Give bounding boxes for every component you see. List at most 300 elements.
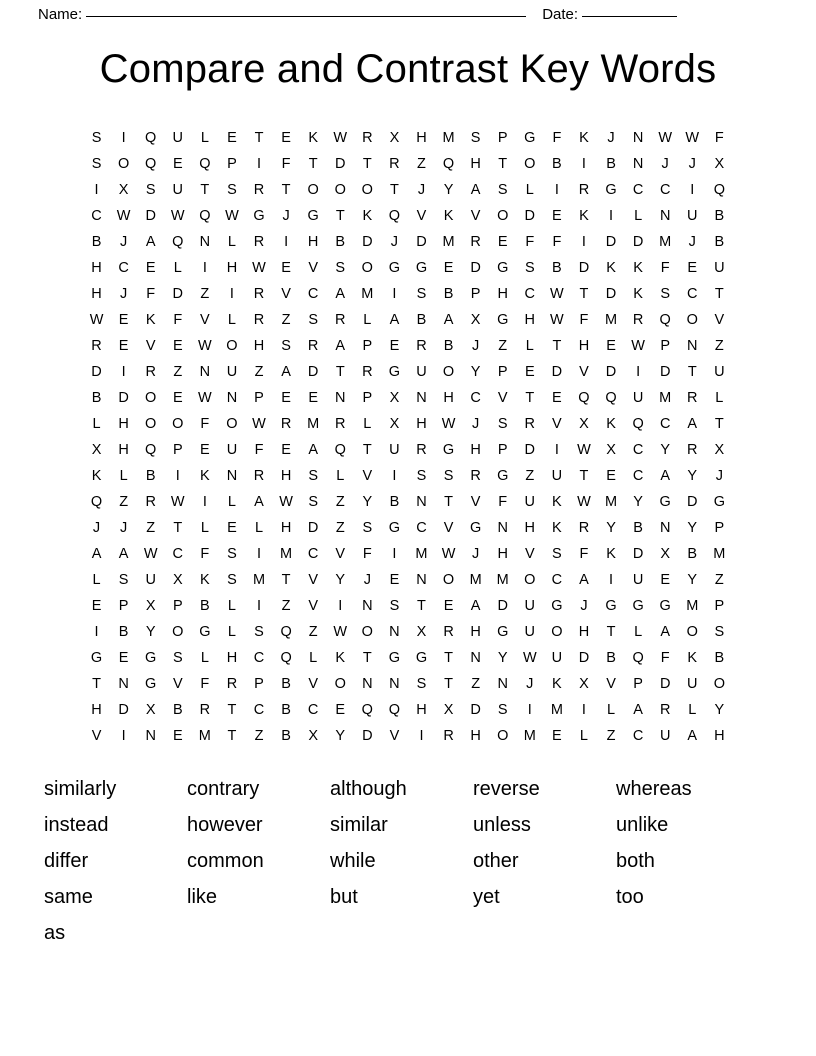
grid-cell: O xyxy=(497,728,509,744)
word-search-grid xyxy=(83,125,733,749)
grid-cell: Z xyxy=(471,676,481,692)
grid-cell: G xyxy=(442,442,455,458)
grid-row xyxy=(83,541,733,567)
grid-cell: C xyxy=(253,702,265,718)
grid-cell: Q xyxy=(172,234,184,250)
grid-cell: K xyxy=(579,208,589,224)
grid-cell: L xyxy=(227,494,236,510)
grid-cell: W xyxy=(279,494,293,510)
grid-cell: S xyxy=(362,520,373,536)
grid-cell: R xyxy=(659,702,671,718)
grid-cell: B xyxy=(172,702,183,718)
grid-cell: L xyxy=(634,624,643,640)
grid-cell: R xyxy=(253,312,265,328)
grid-cell: Q xyxy=(145,156,157,172)
grid-cell: E xyxy=(172,728,183,744)
grid-cell: K xyxy=(308,130,318,146)
grid-cell: R xyxy=(687,442,698,458)
grid-cell: T xyxy=(308,156,318,172)
grid-cell: X xyxy=(389,130,400,146)
grid-cell: H xyxy=(118,416,129,432)
grid-cell: H xyxy=(497,286,508,302)
grid-cell: I xyxy=(690,182,695,198)
grid-cell: O xyxy=(226,338,238,354)
grid-cell: W xyxy=(170,208,185,224)
grid-cell: V xyxy=(416,208,427,224)
grid-row xyxy=(83,723,733,749)
grid-cell: F xyxy=(173,312,183,328)
grid-cell: I xyxy=(94,624,99,640)
grid-cell: M xyxy=(280,546,293,562)
grid-cell: D xyxy=(605,364,617,380)
grid-cell: Q xyxy=(388,702,401,718)
word-list-column xyxy=(44,771,187,951)
grid-cell: N xyxy=(226,468,238,484)
grid-cell: K xyxy=(362,208,373,224)
grid-cell: X xyxy=(714,156,725,172)
grid-cell: U xyxy=(226,364,238,380)
grid-cell: S xyxy=(416,676,427,692)
grid-cell: E xyxy=(172,338,183,354)
page-title: Compare and Contrast Key Words xyxy=(99,47,717,91)
grid-cell: K xyxy=(335,650,346,666)
grid-cell: I xyxy=(121,364,126,380)
grid-cell: H xyxy=(443,390,454,406)
grid-cell: F xyxy=(579,312,589,328)
grid-cell: T xyxy=(281,182,291,198)
grid-cell: I xyxy=(256,156,262,172)
grid-cell: D xyxy=(307,520,319,536)
grid-cell: B xyxy=(91,234,102,250)
grid-cell: N xyxy=(362,598,373,614)
grid-cell: T xyxy=(525,390,535,406)
grid-cell: K xyxy=(91,468,102,484)
grid-cell: Q xyxy=(145,130,157,146)
grid-cell: K xyxy=(200,468,210,484)
grid-cell: K xyxy=(606,260,616,276)
grid-cell: Q xyxy=(632,650,644,666)
grid-cell: O xyxy=(117,156,130,172)
grid-cell: N xyxy=(659,520,671,536)
grid-cell: T xyxy=(606,624,616,640)
grid-cell: J xyxy=(472,338,480,354)
grid-cell: K xyxy=(552,520,562,536)
grid-cell: L xyxy=(309,650,318,666)
grid-cell: E xyxy=(660,572,671,588)
grid-cell: V xyxy=(470,494,481,510)
grid-cell: H xyxy=(226,260,238,276)
grid-cell: R xyxy=(362,130,373,146)
grid-cell: W xyxy=(631,338,645,354)
grid-cell: C xyxy=(172,546,184,562)
grid-cell: S xyxy=(660,286,671,302)
word-list-item: same xyxy=(44,886,93,908)
grid-cell: H xyxy=(91,286,102,302)
word-list-column xyxy=(187,771,330,951)
grid-cell: C xyxy=(659,416,671,432)
word-list-item: common xyxy=(187,850,264,872)
grid-cell: H xyxy=(470,442,481,458)
grid-cell: J xyxy=(661,156,669,172)
word-list-item: reverse xyxy=(473,778,540,800)
grid-cell: H xyxy=(524,520,536,536)
grid-cell: N xyxy=(362,676,373,692)
grid-cell: I xyxy=(121,728,126,744)
grid-cell: J xyxy=(282,208,290,224)
grid-cell: X xyxy=(660,546,671,562)
grid-cell: G xyxy=(388,260,401,276)
grid-cell: E xyxy=(281,130,291,146)
grid-cell: Z xyxy=(173,364,183,380)
grid-cell: A xyxy=(145,234,156,250)
grid-cell: E xyxy=(552,208,562,224)
grid-cell: L xyxy=(227,312,236,328)
grid-cell: E xyxy=(227,130,237,146)
grid-cell: U xyxy=(632,572,644,588)
grid-row xyxy=(83,307,733,333)
grid-cell: V xyxy=(579,364,589,380)
grid-cell: W xyxy=(333,624,348,640)
grid-cell: N xyxy=(632,156,644,172)
grid-cell: V xyxy=(308,676,318,692)
grid-cell: D xyxy=(578,260,590,276)
grid-cell: I xyxy=(581,234,586,250)
word-list-item: like xyxy=(187,886,218,908)
grid-row xyxy=(83,515,733,541)
grid-cell: S xyxy=(389,598,400,614)
grid-cell: R xyxy=(389,156,400,172)
grid-cell: N xyxy=(416,572,427,588)
grid-cell: E xyxy=(389,338,400,354)
grid-cell: Z xyxy=(254,728,264,744)
grid-cell: Q xyxy=(280,650,292,666)
grid-cell: F xyxy=(552,234,562,250)
grid-cell: P xyxy=(362,338,373,354)
date-label: Date: xyxy=(542,6,579,23)
grid-cell: H xyxy=(470,728,481,744)
grid-cell: I xyxy=(581,702,586,718)
grid-cell: Q xyxy=(199,156,211,172)
grid-cell: H xyxy=(118,442,129,458)
grid-cell: W xyxy=(658,130,673,146)
grid-cell: B xyxy=(91,390,102,406)
grid-cell: B xyxy=(633,520,643,536)
grid-cell: D xyxy=(497,598,508,614)
grid-cell: V xyxy=(91,728,102,744)
grid-cell: J xyxy=(688,234,696,250)
grid-cell: N xyxy=(199,234,211,250)
grid-cell: M xyxy=(713,546,726,562)
grid-cell: Z xyxy=(335,494,345,510)
grid-cell: X xyxy=(308,728,318,744)
word-list-item: unless xyxy=(473,814,531,836)
grid-cell: C xyxy=(118,260,129,276)
grid-row xyxy=(83,385,733,411)
grid-row xyxy=(83,697,733,723)
grid-cell: I xyxy=(229,286,234,302)
grid-row xyxy=(83,281,733,307)
grid-cell: I xyxy=(202,260,207,276)
grid-cell: V xyxy=(714,312,725,328)
grid-cell: G xyxy=(307,208,319,224)
grid-cell: I xyxy=(419,728,424,744)
grid-cell: E xyxy=(497,234,508,250)
grid-cell: S xyxy=(281,338,291,354)
grid-cell: H xyxy=(226,650,238,666)
grid-cell: K xyxy=(606,416,616,432)
grid-cell: M xyxy=(686,598,699,614)
grid-cell: U xyxy=(659,728,671,744)
grid-cell: C xyxy=(470,390,481,406)
grid-cell: U xyxy=(416,364,427,380)
grid-cell: V xyxy=(145,338,156,354)
grid-cell: U xyxy=(714,364,725,380)
grid-cell: O xyxy=(713,676,725,692)
grid-cell: P xyxy=(172,442,183,458)
grid-cell: D xyxy=(416,234,427,250)
grid-cell: E xyxy=(687,260,698,276)
grid-cell: E xyxy=(91,598,102,614)
grid-cell: I xyxy=(609,208,614,224)
grid-cell: D xyxy=(659,676,671,692)
date-write-line xyxy=(582,16,677,17)
grid-cell: E xyxy=(606,468,616,484)
grid-cell: Y xyxy=(714,702,725,718)
grid-cell: O xyxy=(145,390,157,406)
grid-cell: D xyxy=(91,364,102,380)
grid-cell: O xyxy=(442,364,455,380)
grid-cell: F xyxy=(200,416,210,432)
grid-cell: R xyxy=(443,624,454,640)
grid-cell: H xyxy=(524,312,536,328)
grid-cell: T xyxy=(444,650,453,666)
grid-cell: H xyxy=(416,130,427,146)
grid-cell: N xyxy=(416,390,427,406)
grid-cell: U xyxy=(389,442,400,458)
grid-cell: I xyxy=(338,598,343,614)
grid-cell: K xyxy=(633,260,643,276)
grid-cell: S xyxy=(416,286,427,302)
grid-cell: T xyxy=(444,676,453,692)
grid-cell: F xyxy=(660,650,670,666)
grid-cell: L xyxy=(715,390,724,406)
grid-cell: G xyxy=(713,494,725,510)
grid-cell: R xyxy=(307,338,319,354)
grid-cell: Q xyxy=(334,442,346,458)
grid-cell: I xyxy=(175,468,180,484)
grid-cell: R xyxy=(578,182,590,198)
grid-cell: T xyxy=(389,182,399,198)
grid-cell: M xyxy=(307,416,320,432)
grid-cell: A xyxy=(389,312,400,328)
grid-cell: M xyxy=(252,572,266,588)
grid-cell: T xyxy=(498,156,508,172)
grid-cell: W xyxy=(333,130,348,146)
grid-cell: K xyxy=(552,676,562,692)
grid-cell: U xyxy=(145,572,156,588)
grid-cell: B xyxy=(281,702,291,718)
grid-cell: G xyxy=(659,598,671,614)
grid-cell: Q xyxy=(145,442,157,458)
grid-cell: R xyxy=(335,416,346,432)
grid-cell: G xyxy=(632,598,644,614)
grid-cell: C xyxy=(632,442,644,458)
grid-cell: W xyxy=(441,416,456,432)
grid-cell: B xyxy=(443,286,454,302)
grid-cell: E xyxy=(281,260,291,276)
grid-cell: P xyxy=(660,338,671,354)
grid-cell: I xyxy=(284,234,289,250)
grid-cell: W xyxy=(198,338,212,354)
grid-cell: E xyxy=(308,390,318,406)
grid-cell: E xyxy=(606,338,616,354)
grid-cell: J xyxy=(119,234,128,250)
grid-cell: Z xyxy=(417,156,426,172)
name-label: Name: xyxy=(38,6,83,23)
grid-cell: X xyxy=(172,572,183,588)
grid-cell: S xyxy=(714,624,725,640)
grid-cell: D xyxy=(470,702,481,718)
grid-cell: D xyxy=(145,208,156,224)
grid-row xyxy=(83,437,733,463)
grid-cell: E xyxy=(281,442,291,458)
grid-cell: G xyxy=(415,260,428,276)
grid-cell: X xyxy=(389,416,400,432)
grid-cell: O xyxy=(497,208,509,224)
grid-cell: I xyxy=(554,182,559,198)
grid-cell: G xyxy=(524,130,536,146)
grid-cell: Y xyxy=(362,494,373,510)
grid-cell: H xyxy=(416,416,427,432)
grid-cell: D xyxy=(524,208,536,224)
grid-cell: L xyxy=(525,338,534,354)
grid-cell: L xyxy=(92,416,101,432)
grid-cell: G xyxy=(469,520,482,536)
grid-cell: F xyxy=(525,234,535,250)
grid-cell: Z xyxy=(714,338,724,354)
grid-cell: U xyxy=(551,650,563,666)
grid-cell: Z xyxy=(254,364,264,380)
grid-cell: A xyxy=(470,598,481,614)
grid-cell: R xyxy=(470,234,481,250)
grid-cell: Q xyxy=(388,208,401,224)
grid-cell: N xyxy=(687,338,698,354)
grid-cell: R xyxy=(335,312,346,328)
grid-cell: O xyxy=(226,416,238,432)
word-list-item: unlike xyxy=(616,814,669,836)
grid-cell: L xyxy=(200,650,209,666)
grid-cell: J xyxy=(472,416,480,432)
grid-cell: G xyxy=(388,650,401,666)
grid-cell: U xyxy=(524,624,536,640)
grid-cell: J xyxy=(417,182,426,198)
grid-cell: C xyxy=(632,182,644,198)
grid-cell: N xyxy=(497,520,508,536)
grid-row xyxy=(83,645,733,671)
grid-cell: N xyxy=(659,208,671,224)
grid-cell: I xyxy=(636,364,641,380)
grid-cell: D xyxy=(118,702,129,718)
grid-cell: Z xyxy=(606,728,616,744)
grid-cell: C xyxy=(307,546,319,562)
grid-cell: R xyxy=(226,676,238,692)
grid-cell: B xyxy=(443,338,454,354)
grid-cell: H xyxy=(280,520,292,536)
grid-cell: R xyxy=(253,286,265,302)
grid-cell: G xyxy=(605,182,617,198)
grid-cell: O xyxy=(686,624,698,640)
grid-cell: D xyxy=(524,442,536,458)
grid-cell: T xyxy=(92,676,101,692)
grid-cell: U xyxy=(632,390,644,406)
grid-cell: J xyxy=(526,676,534,692)
grid-cell: W xyxy=(550,286,564,302)
grid-cell: J xyxy=(715,468,723,484)
grid-cell: T xyxy=(227,702,237,718)
grid-cell: M xyxy=(659,234,672,250)
grid-cell: E xyxy=(281,390,291,406)
word-list-item: differ xyxy=(44,850,89,872)
grid-cell: R xyxy=(470,468,481,484)
grid-cell: U xyxy=(551,468,563,484)
grid-cell: M xyxy=(442,130,455,146)
grid-cell: J xyxy=(363,572,371,588)
grid-cell: E xyxy=(145,260,156,276)
grid-cell: E xyxy=(443,598,454,614)
grid-cell: A xyxy=(660,624,671,640)
grid-cell: G xyxy=(659,494,671,510)
grid-cell: S xyxy=(145,182,156,198)
grid-cell: G xyxy=(388,520,401,536)
grid-cell: A xyxy=(579,572,589,588)
grid-cell: R xyxy=(416,338,427,354)
grid-cell: E xyxy=(118,650,129,666)
grid-cell: S xyxy=(308,494,318,510)
grid-cell: A xyxy=(335,286,346,302)
grid-cell: D xyxy=(172,286,184,302)
grid-cell: X xyxy=(714,442,725,458)
grid-cell: T xyxy=(444,494,453,510)
grid-row xyxy=(83,567,733,593)
grid-cell: V xyxy=(443,520,454,536)
grid-cell: I xyxy=(256,546,262,562)
grid-cell: T xyxy=(687,364,697,380)
word-list xyxy=(0,771,816,951)
word-list-item: both xyxy=(616,850,655,872)
grid-cell: F xyxy=(714,130,724,146)
grid-cell: T xyxy=(552,338,562,354)
grid-cell: X xyxy=(579,676,589,692)
grid-cell: B xyxy=(281,676,291,692)
grid-cell: W xyxy=(170,494,185,510)
grid-cell: B xyxy=(281,728,291,744)
grid-cell: F xyxy=(362,546,372,562)
grid-cell: I xyxy=(554,442,559,458)
grid-cell: T xyxy=(173,520,183,536)
grid-cell: L xyxy=(119,468,128,484)
grid-cell: S xyxy=(497,182,508,198)
grid-cell: H xyxy=(91,702,102,718)
grid-cell: C xyxy=(632,728,644,744)
grid-cell: A xyxy=(254,494,264,510)
grid-cell: Q xyxy=(280,624,292,640)
grid-cell: O xyxy=(172,416,184,432)
grid-cell: X xyxy=(579,416,589,432)
grid-cell: E xyxy=(118,312,129,328)
grid-cell: S xyxy=(254,624,264,640)
grid-cell: Z xyxy=(525,468,535,484)
grid-cell: T xyxy=(254,130,264,146)
